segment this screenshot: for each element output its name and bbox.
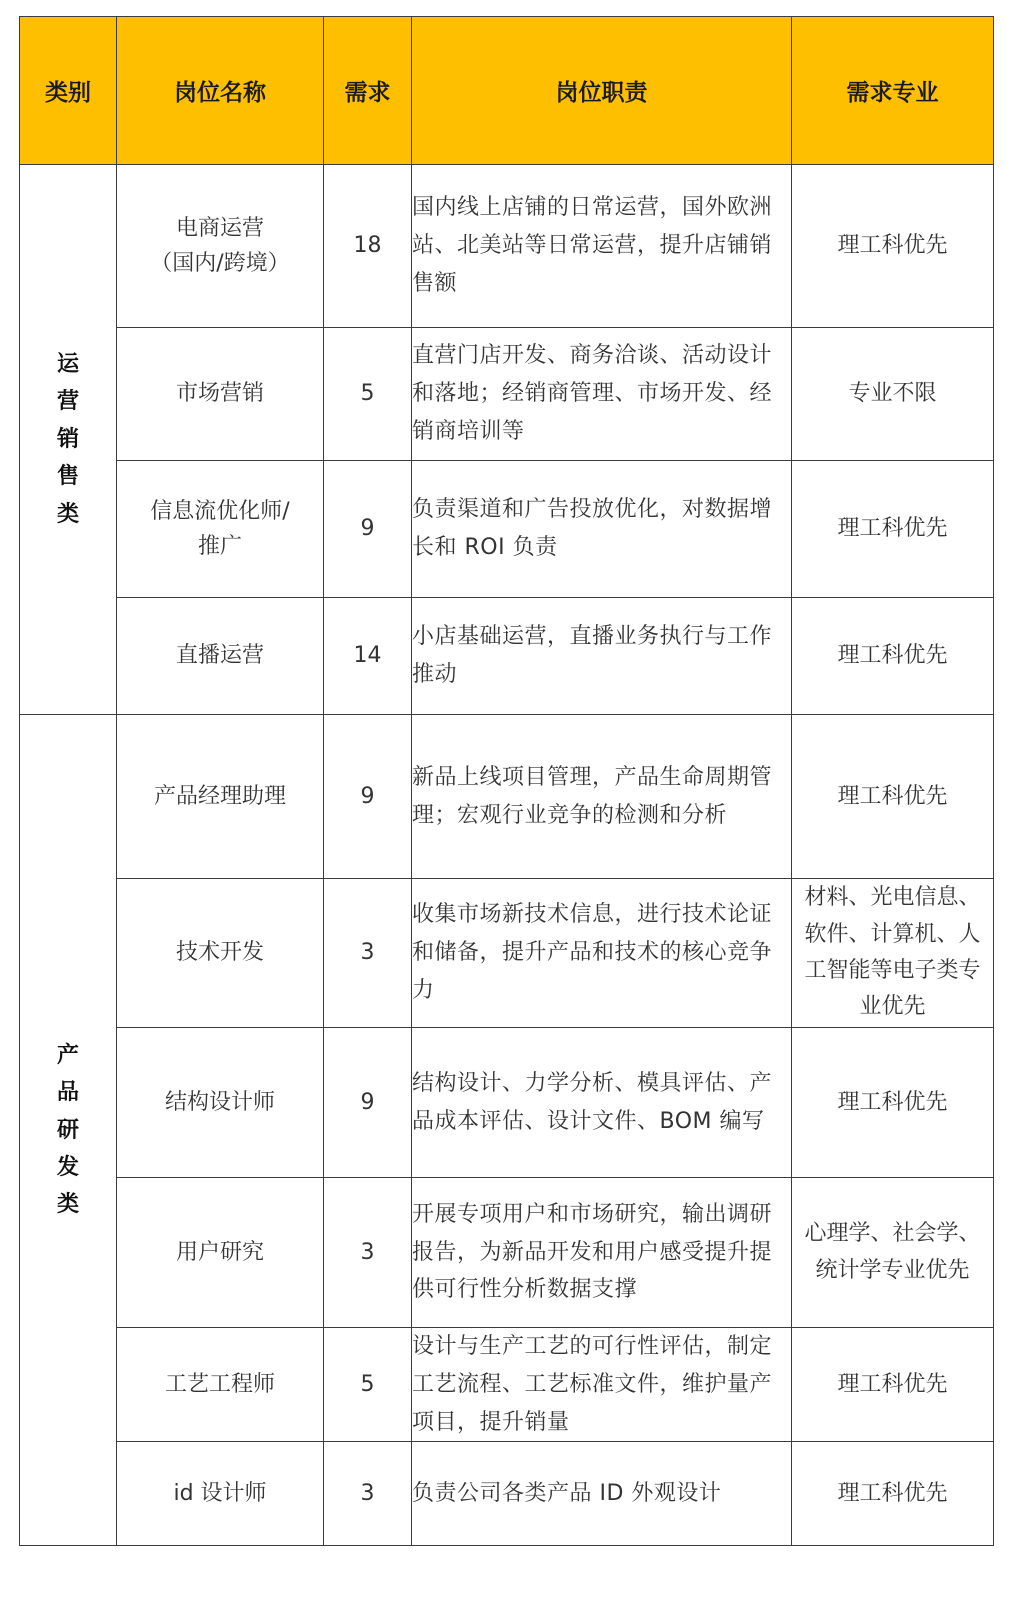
- demand-count: 9: [324, 715, 412, 879]
- demand-count: 5: [324, 328, 412, 461]
- major-text: 理工科优先: [792, 1328, 994, 1442]
- header-demand: 需求: [324, 17, 412, 165]
- position-name: 用户研究: [175, 1239, 264, 1265]
- duty-text: 开展专项用户和市场研究，输出调研报告，为新品开发和用户感受提升提供可行性分析数据支撑: [412, 1178, 792, 1328]
- position-name: id 设计师: [173, 1481, 267, 1507]
- table-row: [20, 461, 994, 598]
- duty-text: 直营门店开发、商务洽谈、活动设计和落地；经销商管理、市场开发、经销商培训等: [412, 328, 792, 461]
- major-text: 理工科优先: [792, 1028, 994, 1178]
- category-cell-sales: [20, 165, 117, 715]
- major-text: 材料、光电信息、软件、计算机、人工智能等电子类专业优先: [792, 879, 994, 1028]
- major-text: 理工科优先: [792, 1442, 994, 1546]
- table-row: [20, 598, 994, 715]
- position-name: 工艺工程师: [164, 1372, 275, 1398]
- duty-text: 国内线上店铺的日常运营，国外欧洲站、北美站等日常运营，提升店铺销售额: [412, 165, 792, 328]
- demand-count: 3: [324, 879, 412, 1028]
- duty-text: 负责公司各类产品 ID 外观设计: [412, 1442, 792, 1546]
- major-text: 理工科优先: [792, 461, 994, 598]
- position-name: 电商运营 （国内/跨境）: [150, 215, 290, 276]
- demand-count: 18: [324, 165, 412, 328]
- major-text: 心理学、社会学、统计学专业优先: [792, 1178, 994, 1328]
- table-row: [20, 715, 994, 879]
- header-category: 类别: [20, 17, 117, 165]
- job-requirements-table: [19, 16, 994, 1546]
- demand-count: 5: [324, 1328, 412, 1442]
- category-label: 运营销售类: [56, 352, 79, 527]
- header-row: [20, 17, 994, 165]
- demand-count: 3: [324, 1178, 412, 1328]
- table-row: [20, 1028, 994, 1178]
- header-position: 岗位名称: [117, 17, 324, 165]
- header-duty: 岗位职责: [412, 17, 792, 165]
- table-row: [20, 879, 994, 1028]
- duty-text: 小店基础运营，直播业务执行与工作推动: [412, 598, 792, 715]
- demand-count: 9: [324, 461, 412, 598]
- table-row: [20, 1178, 994, 1328]
- position-name: 直播运营: [175, 643, 264, 669]
- table-row: [20, 1442, 994, 1546]
- table-header: [20, 17, 994, 165]
- major-text: 理工科优先: [792, 598, 994, 715]
- duty-text: 新品上线项目管理，产品生命周期管理；宏观行业竞争的检测和分析: [412, 715, 792, 879]
- demand-count: 3: [324, 1442, 412, 1546]
- position-name: 技术开发: [175, 940, 264, 966]
- table-row: [20, 328, 994, 461]
- category-cell-rnd: [20, 715, 117, 1546]
- duty-text: 结构设计、力学分析、模具评估、产品成本评估、设计文件、BOM 编写: [412, 1028, 792, 1178]
- major-text: 理工科优先: [792, 165, 994, 328]
- position-name: 结构设计师: [164, 1089, 275, 1115]
- category-label: 产品研发类: [56, 1042, 79, 1218]
- header-major: 需求专业: [792, 17, 994, 165]
- duty-text: 设计与生产工艺的可行性评估，制定工艺流程、工艺标准文件，维护量产项目，提升销量: [412, 1328, 792, 1442]
- duty-text: 负责渠道和广告投放优化，对数据增长和 ROI 负责: [412, 461, 792, 598]
- position-name: 信息流优化师/ 推广: [150, 498, 290, 559]
- demand-count: 9: [324, 1028, 412, 1178]
- demand-count: 14: [324, 598, 412, 715]
- position-name: 市场营销: [175, 381, 264, 407]
- table-row: [20, 1328, 994, 1442]
- table-row: [20, 165, 994, 328]
- major-text: 理工科优先: [792, 715, 994, 879]
- duty-text: 收集市场新技术信息，进行技术论证和储备，提升产品和技术的核心竞争力: [412, 879, 792, 1028]
- table-body: [20, 165, 994, 1546]
- position-name: 产品经理助理: [153, 783, 286, 809]
- major-text: 专业不限: [792, 328, 994, 461]
